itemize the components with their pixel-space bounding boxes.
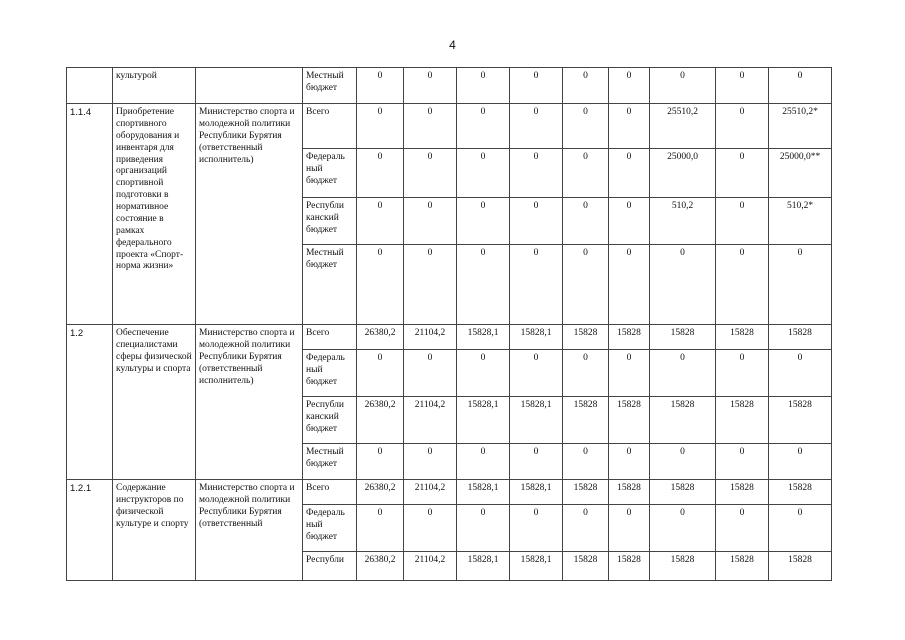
value-cell: 0: [609, 444, 650, 480]
value-cell: 0: [769, 350, 832, 397]
value-cell: 0: [609, 505, 650, 552]
row-code: 1.2: [67, 325, 113, 480]
row-code: 1.2.1: [67, 480, 113, 581]
value-cell: 0: [457, 350, 510, 397]
value-cell: 15828: [609, 325, 650, 350]
value-cell: 15828: [650, 397, 716, 444]
value-cell: 15828,1: [457, 480, 510, 505]
value-cell: 0: [510, 68, 563, 104]
table-row: [67, 104, 832, 149]
value-cell: 25510,2: [650, 104, 716, 149]
value-cell: 0: [650, 444, 716, 480]
value-cell: 0: [404, 104, 457, 149]
value-cell: 15828,1: [457, 397, 510, 444]
value-cell: 0: [404, 149, 457, 198]
value-cell: 0: [716, 350, 769, 397]
value-cell: 15828,1: [510, 480, 563, 505]
value-cell: 0: [357, 505, 404, 552]
value-cell: 0: [609, 350, 650, 397]
value-cell: 0: [357, 68, 404, 104]
table-row: [67, 325, 832, 350]
value-cell: 0: [510, 104, 563, 149]
value-cell: 15828: [769, 480, 832, 505]
value-cell: 0: [510, 350, 563, 397]
value-cell: 15828: [650, 552, 716, 581]
value-cell: 15828: [716, 480, 769, 505]
value-cell: 0: [769, 68, 832, 104]
funding-source: Местный бюджет: [303, 444, 357, 480]
value-cell: 0: [404, 505, 457, 552]
value-cell: 0: [357, 444, 404, 480]
value-cell: 0: [609, 149, 650, 198]
value-cell: 0: [510, 198, 563, 245]
value-cell: 15828,1: [510, 552, 563, 581]
value-cell: 21104,2: [404, 552, 457, 581]
value-cell: 0: [716, 198, 769, 245]
row-executor: Министерство спорта и молодежной политики Республики Бурятия (ответственный: [196, 480, 303, 581]
value-cell: 21104,2: [404, 397, 457, 444]
value-cell: 15828: [563, 397, 609, 444]
value-cell: 0: [769, 505, 832, 552]
value-cell: 15828,1: [457, 325, 510, 350]
value-cell: 0: [716, 104, 769, 149]
value-cell: 0: [404, 198, 457, 245]
funding-source: Всего: [303, 480, 357, 505]
value-cell: 26380,2: [357, 325, 404, 350]
value-cell: 15828: [716, 552, 769, 581]
value-cell: 0: [457, 149, 510, 198]
value-cell: 0: [457, 104, 510, 149]
value-cell: 15828: [769, 552, 832, 581]
row-code: 1.1.4: [67, 104, 113, 325]
row-name: культурой: [113, 68, 196, 104]
value-cell: 0: [563, 104, 609, 149]
table-row: [67, 68, 832, 104]
value-cell: 15828: [650, 480, 716, 505]
value-cell: 25510,2*: [769, 104, 832, 149]
value-cell: 0: [609, 198, 650, 245]
value-cell: 15828: [650, 325, 716, 350]
row-name: Содержание инструкторов по физической культуре и спорту: [113, 480, 196, 581]
value-cell: 15828: [716, 325, 769, 350]
value-cell: 0: [357, 149, 404, 198]
value-cell: 0: [650, 505, 716, 552]
value-cell: 0: [563, 198, 609, 245]
value-cell: 0: [357, 104, 404, 149]
value-cell: 0: [609, 104, 650, 149]
value-cell: 0: [716, 505, 769, 552]
value-cell: 0: [563, 505, 609, 552]
row-executor: [196, 68, 303, 104]
value-cell: 0: [404, 444, 457, 480]
value-cell: 0: [563, 444, 609, 480]
value-cell: 15828,1: [510, 325, 563, 350]
value-cell: 0: [357, 198, 404, 245]
value-cell: 0: [609, 245, 650, 325]
funding-source: Местный бюджет: [303, 245, 357, 325]
value-cell: 0: [563, 68, 609, 104]
value-cell: 0: [716, 444, 769, 480]
page-number: 4: [449, 38, 456, 52]
value-cell: 0: [716, 149, 769, 198]
value-cell: 0: [769, 245, 832, 325]
value-cell: 15828: [716, 397, 769, 444]
value-cell: 0: [457, 245, 510, 325]
budget-table: [66, 67, 832, 581]
value-cell: 15828: [563, 480, 609, 505]
value-cell: 0: [510, 149, 563, 198]
row-name: Приобретение спортивного оборудования и инвентаря для приведения организаций спортивной подготовки в нормативное состояние в рамках федерального проекта «Спорт-норма жизни»: [113, 104, 196, 325]
row-executor: Министерство спорта и молодежной политики Республики Бурятия (ответственный исполнитель): [196, 325, 303, 480]
value-cell: 21104,2: [404, 480, 457, 505]
value-cell: 0: [563, 149, 609, 198]
value-cell: 25000,0**: [769, 149, 832, 198]
value-cell: 0: [609, 68, 650, 104]
value-cell: 0: [650, 68, 716, 104]
value-cell: 0: [563, 245, 609, 325]
value-cell: 0: [457, 505, 510, 552]
value-cell: 0: [357, 245, 404, 325]
value-cell: 15828: [769, 397, 832, 444]
funding-source: Федераль ный бюджет: [303, 505, 357, 552]
value-cell: 0: [769, 444, 832, 480]
funding-source: Всего: [303, 104, 357, 149]
value-cell: 0: [404, 245, 457, 325]
value-cell: 15828: [609, 552, 650, 581]
value-cell: 15828,1: [510, 397, 563, 444]
value-cell: 0: [716, 68, 769, 104]
value-cell: 0: [510, 245, 563, 325]
value-cell: 0: [357, 350, 404, 397]
value-cell: 15828: [609, 397, 650, 444]
value-cell: 0: [650, 350, 716, 397]
value-cell: 26380,2: [357, 480, 404, 505]
value-cell: 0: [510, 505, 563, 552]
value-cell: 0: [404, 68, 457, 104]
value-cell: 26380,2: [357, 552, 404, 581]
row-name: Обеспечение специалистами сферы физической культуры и спорта: [113, 325, 196, 480]
funding-source: Федераль ный бюджет: [303, 149, 357, 198]
value-cell: 26380,2: [357, 397, 404, 444]
value-cell: 510,2*: [769, 198, 832, 245]
value-cell: 0: [510, 444, 563, 480]
funding-source: Республи канский бюджет: [303, 198, 357, 245]
value-cell: 15828: [609, 480, 650, 505]
funding-source: Республи канский бюджет: [303, 397, 357, 444]
value-cell: 15828: [563, 325, 609, 350]
value-cell: 0: [457, 68, 510, 104]
table-row: [67, 480, 832, 505]
value-cell: 0: [563, 350, 609, 397]
value-cell: 15828: [769, 325, 832, 350]
value-cell: 0: [716, 245, 769, 325]
value-cell: 0: [457, 444, 510, 480]
row-code: [67, 68, 113, 104]
value-cell: 0: [404, 350, 457, 397]
funding-source: Республи: [303, 552, 357, 581]
funding-source: Федераль ный бюджет: [303, 350, 357, 397]
value-cell: 0: [650, 245, 716, 325]
value-cell: 25000,0: [650, 149, 716, 198]
value-cell: 15828: [563, 552, 609, 581]
funding-source: Местный бюджет: [303, 68, 357, 104]
value-cell: 0: [457, 198, 510, 245]
funding-source: Всего: [303, 325, 357, 350]
value-cell: 510,2: [650, 198, 716, 245]
row-executor: Министерство спорта и молодежной политики Республики Бурятия (ответственный исполнитель): [196, 104, 303, 325]
value-cell: 15828,1: [457, 552, 510, 581]
value-cell: 21104,2: [404, 325, 457, 350]
